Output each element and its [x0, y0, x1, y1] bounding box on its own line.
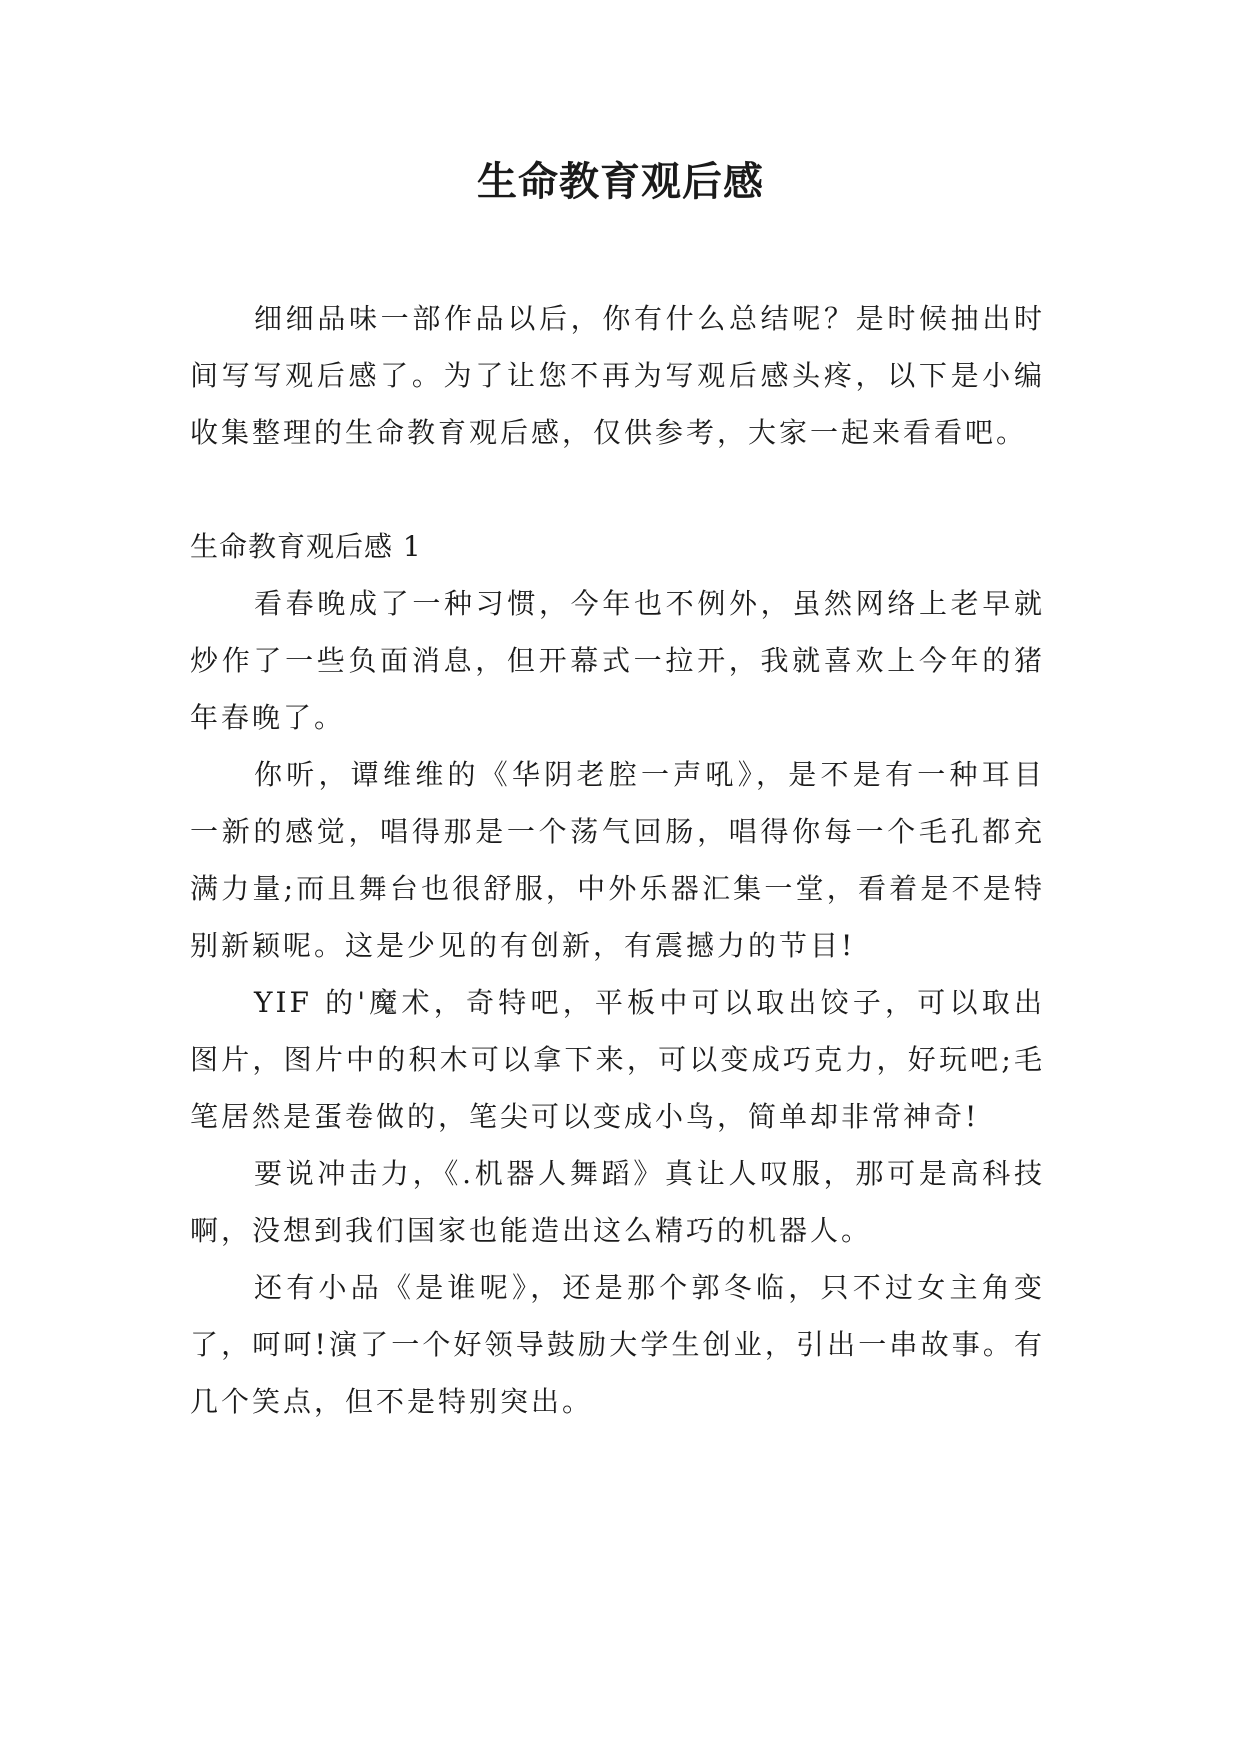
- document-title: 生命教育观后感: [477, 158, 764, 205]
- body-paragraph: 看春晚成了一种习惯，今年也不例外，虽然网络上老早就炒作了一些负面消息，但开幕式一拉开，我就喜欢上今年的猪年春晚了。: [190, 587, 1045, 734]
- body-paragraph: 你听，谭维维的《华阴老腔一声吼》，是不是有一种耳目一新的感觉，唱得那是一个荡气回肠，唱得你每一个毛孔都充满力量;而且舞台也很舒服，中外乐器汇集一堂，看着是不是特别新颖呢。这是少见的有创新，有震撼力的节目!: [190, 758, 1045, 962]
- body-paragraph: 要说冲击力，《.机器人舞蹈》真让人叹服，那可是高科技啊，没想到我们国家也能造出这么精巧的机器人。: [190, 1157, 1045, 1247]
- body-paragraph: 还有小品《是谁呢》，还是那个郭冬临，只不过女主角变了，呵呵!演了一个好领导鼓励大学生创业，引出一串故事。有几个笑点，但不是特别突出。: [190, 1271, 1045, 1418]
- intro-paragraph: 细细品味一部作品以后，你有什么总结呢？是时候抽出时间写写观后感了。为了让您不再为写观后感头疼，以下是小编收集整理的生命教育观后感，仅供参考，大家一起来看看吧。: [190, 302, 1045, 449]
- body-paragraph: YIF 的'魔术，奇特吧，平板中可以取出饺子，可以取出图片，图片中的积木可以拿下来，可以变成巧克力，好玩吧;毛笔居然是蛋卷做的，笔尖可以变成小鸟，简单却非常神奇!: [190, 986, 1045, 1133]
- document-body: [190, 290, 1045, 1430]
- section-heading: 生命教育观后感 1: [190, 530, 422, 563]
